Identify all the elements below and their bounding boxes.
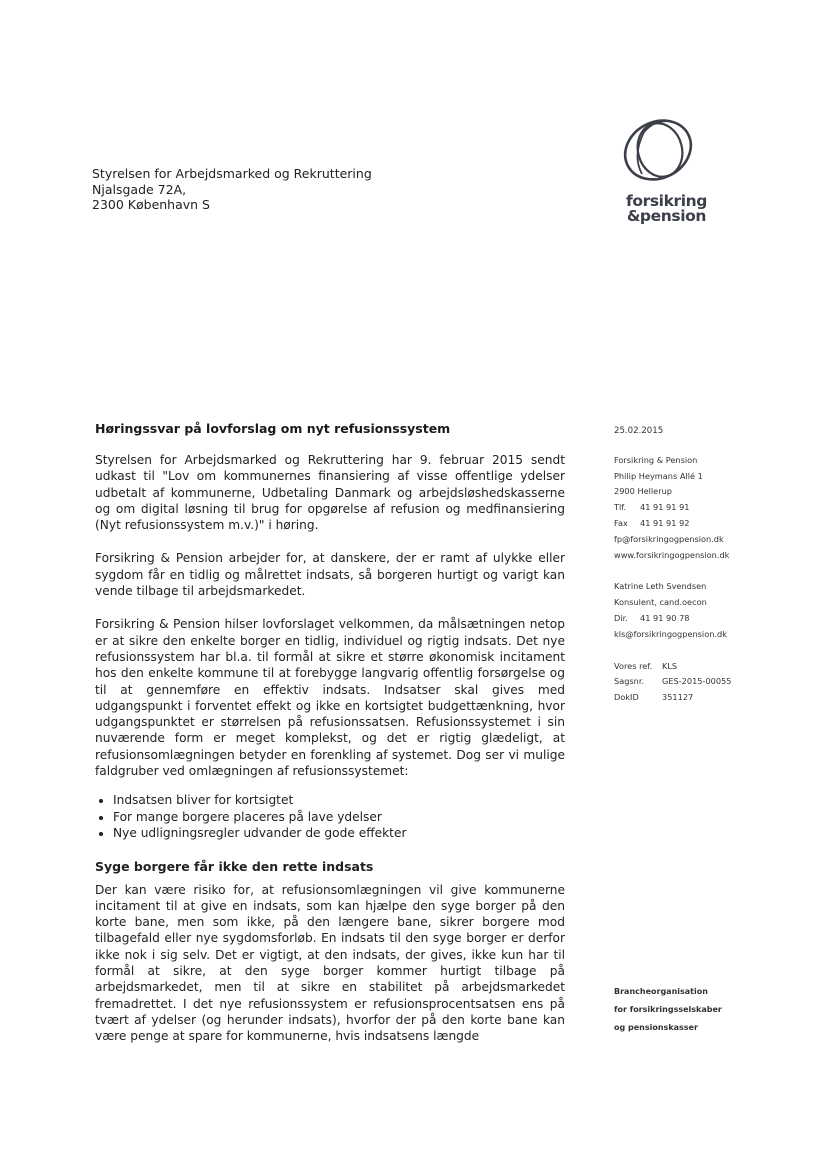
letter-heading: Høringssvar på lovforslag om nyt refusionssystem [95,421,451,436]
sender-org-block [614,453,814,564]
contact-direct [614,611,814,627]
contact-block [614,579,814,642]
contact-email: kls@forsikringogpension.dk [614,628,727,639]
ref-case [614,674,814,690]
ref-case-label: Sagsnr. [614,676,645,687]
org-fax [614,516,814,532]
paragraph-3: Forsikring & Pension hilser lovforslaget velkommen, da målsætningen netop er at sikre den enkelte borger en tidlig, individuel og rigtig indsats. Det nye refusionssystem har bl.a. til formål at sikre et større økonomisk incitament hos den enkelte kommune til at forebygge langvarig offentlig forsørgelse og til at gennemføre en effektiv indsats. Indsatser skal gives med udgangspunkt i forventet effekt og ikke en kortsigtet budgettænkning, hvor udgangspunktet er størrelsen på refusionssatsen. Refusionssystemet i sin nuværende form er meget komplekst, og det er rigtig glædeligt, at refusionsomlægningen betyder en forenkling af systemet. Dog ser vi mulige faldgruber ved omlægningen af refusionssystemet: [95,617,565,779]
bullet-item-3: • Nye udligningsregler udvander de gode effekter [113,825,565,841]
recipient-line-2: Njalsgade 72A, [92,181,187,197]
letter-body [95,452,565,1062]
paragraph-2: Forsikring & Pension arbejder for, at danskere, der er ramt af ulykke eller sygdom får en tidlig og målrettet indsats, så borgeren hurtigt og varigt kan vende tilbage til arbejdsmarkedet. [95,551,565,599]
direct-label: Dir. [614,612,628,623]
org-website: www.forsikringogpension.dk [614,549,730,560]
fax-value: 41 91 91 92 [640,517,690,528]
logo-line-1: forsikring [626,192,707,210]
sidebar-footer [614,983,722,1037]
contact-name: Katrine Leth Svendsen [614,581,707,592]
logo-swirl-icon [614,112,710,192]
recipient-line-3: 2300 København S [92,197,210,212]
recipient-address [92,166,372,213]
footer-line-1: Brancheorganisation [614,987,708,996]
ref-ours-value: KLS [662,660,678,671]
company-logo [606,112,716,230]
reference-block [614,659,814,706]
bullet-item-1: • Indsatsen bliver for kortsigtet [113,792,565,808]
phone-label: Tlf. [614,502,627,513]
ref-ours [614,659,814,675]
logo-line-2: &pension [626,207,706,225]
org-phone [614,500,814,516]
footer-line-3: og pensionskasser [614,1023,698,1032]
bullet-item-2: • For mange borgere placeres på lave ydelser [113,809,565,825]
paragraph-4: Der kan være risiko for, at refusionsomlægningen vil give kommunerne incitament til at give en indsats, som kan hjælpe den syge borger på den korte bane, men som ikke, på den længere bane, sikrer borgere mod tilbagefald eller nye sygdomsforløb. En indsats til den syge borger er derfor ikke nok i sig selv. Det er vigtigt, at den indsats, der gives, ikke kun har til formål at sikre, at den syge borger kommer hurtigt tilbage på arbejdsmarkedet, men til at sikre en stabilitet på arbejdsmarkedet fremadrettet. I det nye refusionssystem er refusionsprocentsatsen ens på tvært af ydelser (og herunder indsats), hvorfor der på den korte bane kan være penge at spare for kommunerne, hvis indsatsens længde [95,882,565,1044]
bullet-list [95,792,565,841]
section-subheading: Syge borgere får ikke den rette indsats [95,859,374,875]
letter-date: 25.02.2015 [614,426,664,436]
ref-doc-value: 351127 [662,692,694,703]
fax-label: Fax [614,517,628,528]
ref-ours-label: Vores ref. [614,660,653,671]
sender-sidebar [614,424,814,722]
org-email: fp@forsikringogpension.dk [614,533,724,544]
org-street: Philip Heymans Allé 1 [614,470,703,481]
phone-value: 41 91 91 91 [640,502,690,513]
paragraph-1: Styrelsen for Arbejdsmarked og Rekruttering har 9. februar 2015 sendt udkast til "Lov om kommunernes finansiering af visse offentlige ydelser udbetalt af kommunerne, Udbetaling Danmark og arbejdsløshedskasserne og om digital løsning til brug for opgørelse af refusion og medfinansiering (Nyt refusionssystem m.v.)" i høring. [95,453,565,533]
ref-doc-label: DokID [614,692,639,703]
recipient-line-1: Styrelsen for Arbejdsmarked og Rekruttering [92,166,372,181]
contact-title: Konsulent, cand.oecon [614,597,707,608]
logo-wordmark [626,194,706,224]
org-city: 2900 Hellerup [614,486,672,497]
direct-value: 41 91 90 78 [640,612,690,623]
ref-doc [614,690,814,706]
org-name: Forsikring & Pension [614,454,698,465]
footer-line-2: for forsikringsselskaber [614,1005,722,1014]
ref-case-value: GES-2015-00055 [662,676,732,687]
